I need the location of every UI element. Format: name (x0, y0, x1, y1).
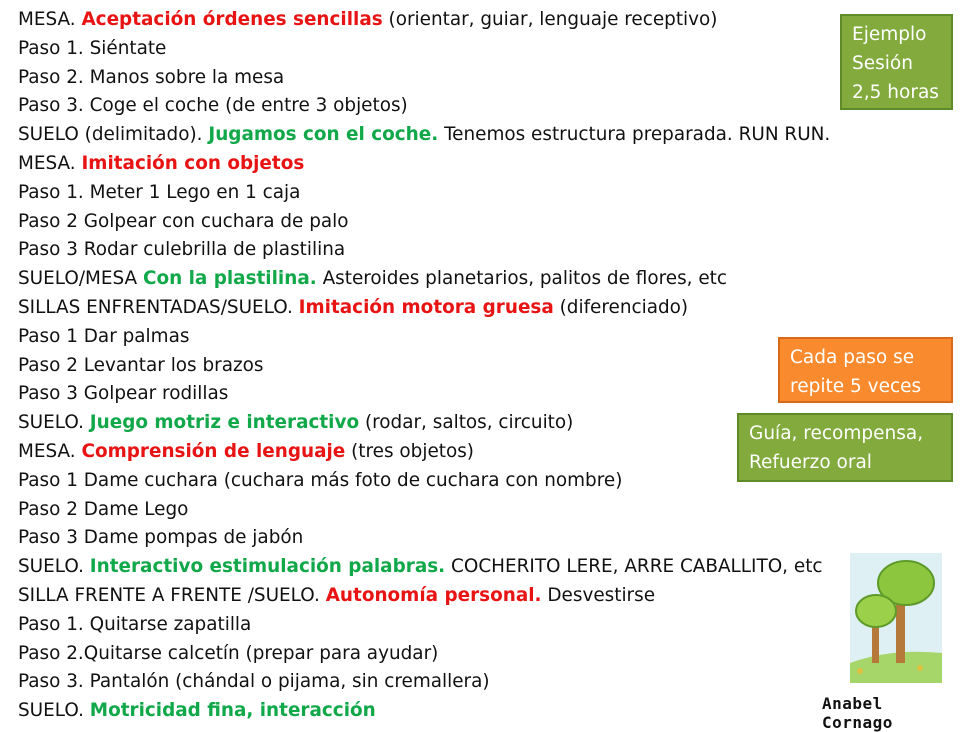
line-text: Paso 2 Golpear con cuchara de palo (18, 210, 349, 232)
line-text: Paso 1. Siéntate (18, 37, 167, 59)
line-text: MESA. (18, 152, 82, 174)
plan-line (18, 64, 918, 93)
line-text: Paso 2 Levantar los brazos (18, 354, 264, 376)
plan-line (18, 640, 918, 669)
line-text: SILLAS ENFRENTADAS/SUELO. (18, 296, 299, 318)
line-text: Paso 1 Dame cuchara (cuchara más foto de cuchara con nombre) (18, 469, 623, 491)
activity-heading-green: Con la plastilina. (142, 268, 317, 290)
session-box-line-2: Sesión (852, 53, 913, 74)
line-text: (diferenciado) (553, 296, 689, 318)
line-text: (tres objetos) (345, 440, 474, 462)
plan-line (18, 582, 918, 611)
activity-heading-red: Imitación con objetos (81, 152, 305, 174)
line-text: MESA. (18, 440, 82, 462)
line-text: Desvestirse (541, 584, 656, 606)
line-text: Paso 1. Quitarse zapatilla (18, 613, 252, 635)
session-box-line-3: 2,5 horas (852, 82, 939, 103)
line-text: Paso 3 Rodar culebrilla de plastilina (18, 239, 346, 261)
line-text: MESA. (18, 9, 82, 30)
line-text: SUELO/MESA (18, 268, 143, 290)
plan-line (18, 6, 918, 35)
activity-heading-red: Autonomía personal. (325, 584, 542, 606)
activity-heading-green: Jugamos con el coche. (208, 124, 439, 146)
repeat-note-box (778, 337, 953, 403)
plan-line (18, 496, 918, 525)
activity-heading-green: Interactivo estimulación palabras. (89, 556, 446, 578)
line-text: SUELO. (18, 556, 90, 578)
plan-line (18, 236, 918, 265)
plan-line (18, 668, 918, 697)
line-text: COCHERITO LERE, ARRE CABALLITO, etc (445, 556, 823, 578)
line-text: Paso 1 Dar palmas (18, 325, 190, 347)
line-text: (rodar, saltos, circuito) (359, 412, 574, 434)
guide-box-line-2: Refuerzo oral (749, 452, 872, 473)
plan-line (18, 265, 918, 294)
repeat-box-line-1: Cada paso se (790, 347, 915, 368)
line-text: Paso 3 Dame pompas de jabón (18, 527, 304, 549)
plan-line (18, 121, 918, 150)
plan-line (18, 524, 918, 553)
session-box-line-1: Ejemplo (852, 24, 927, 45)
line-text: SUELO. (18, 412, 90, 434)
line-text: SILLA FRENTE A FRENTE /SUELO. (18, 584, 326, 606)
line-text: Tenemos estructura preparada. RUN RUN. (438, 124, 831, 146)
line-text: Paso 3. Pantalón (chándal o pijama, sin cremallera) (18, 671, 490, 693)
plan-line (18, 697, 918, 726)
plan-line (18, 179, 918, 208)
line-text: Asteroides planetarios, palitos de flores, etc (316, 268, 727, 290)
plan-line (18, 150, 918, 179)
plan-line (18, 294, 918, 323)
line-text: Paso 2. Manos sobre la mesa (18, 66, 285, 88)
line-text: Paso 3 Golpear rodillas (18, 383, 229, 405)
tree-illustration (850, 553, 942, 683)
line-text: Paso 2 Dame Lego (18, 498, 189, 520)
guide-note-box (737, 413, 953, 482)
plan-line (18, 35, 918, 64)
plan-line (18, 208, 918, 237)
line-text: (orientar, guiar, lenguaje receptivo) (382, 9, 718, 30)
activity-heading-red: Imitación motora gruesa (298, 296, 554, 318)
repeat-box-line-2: repite 5 veces (790, 376, 922, 397)
line-text: SUELO. (18, 700, 90, 722)
line-text: SUELO (delimitado). (18, 124, 209, 146)
plan-line (18, 553, 918, 582)
plan-line (18, 611, 918, 640)
plan-line (18, 92, 918, 121)
line-text: Paso 1. Meter 1 Lego en 1 caja (18, 181, 301, 203)
activity-heading-red: Comprensión de lenguaje (81, 440, 346, 462)
activity-heading-green: Juego motriz e interactivo (89, 412, 360, 434)
guide-box-line-1: Guía, recompensa, (749, 423, 924, 444)
line-text: Paso 3. Coge el coche (de entre 3 objetos) (18, 95, 408, 117)
activity-heading-red: Aceptación órdenes sencillas (81, 9, 383, 30)
activity-heading-green: Motricidad fina, interacción (89, 700, 376, 722)
line-text: Paso 2.Quitarse calcetín (prepar para ayudar) (18, 642, 439, 664)
author-signature: Anabel Cornago (822, 694, 893, 732)
session-example-box (840, 14, 953, 110)
